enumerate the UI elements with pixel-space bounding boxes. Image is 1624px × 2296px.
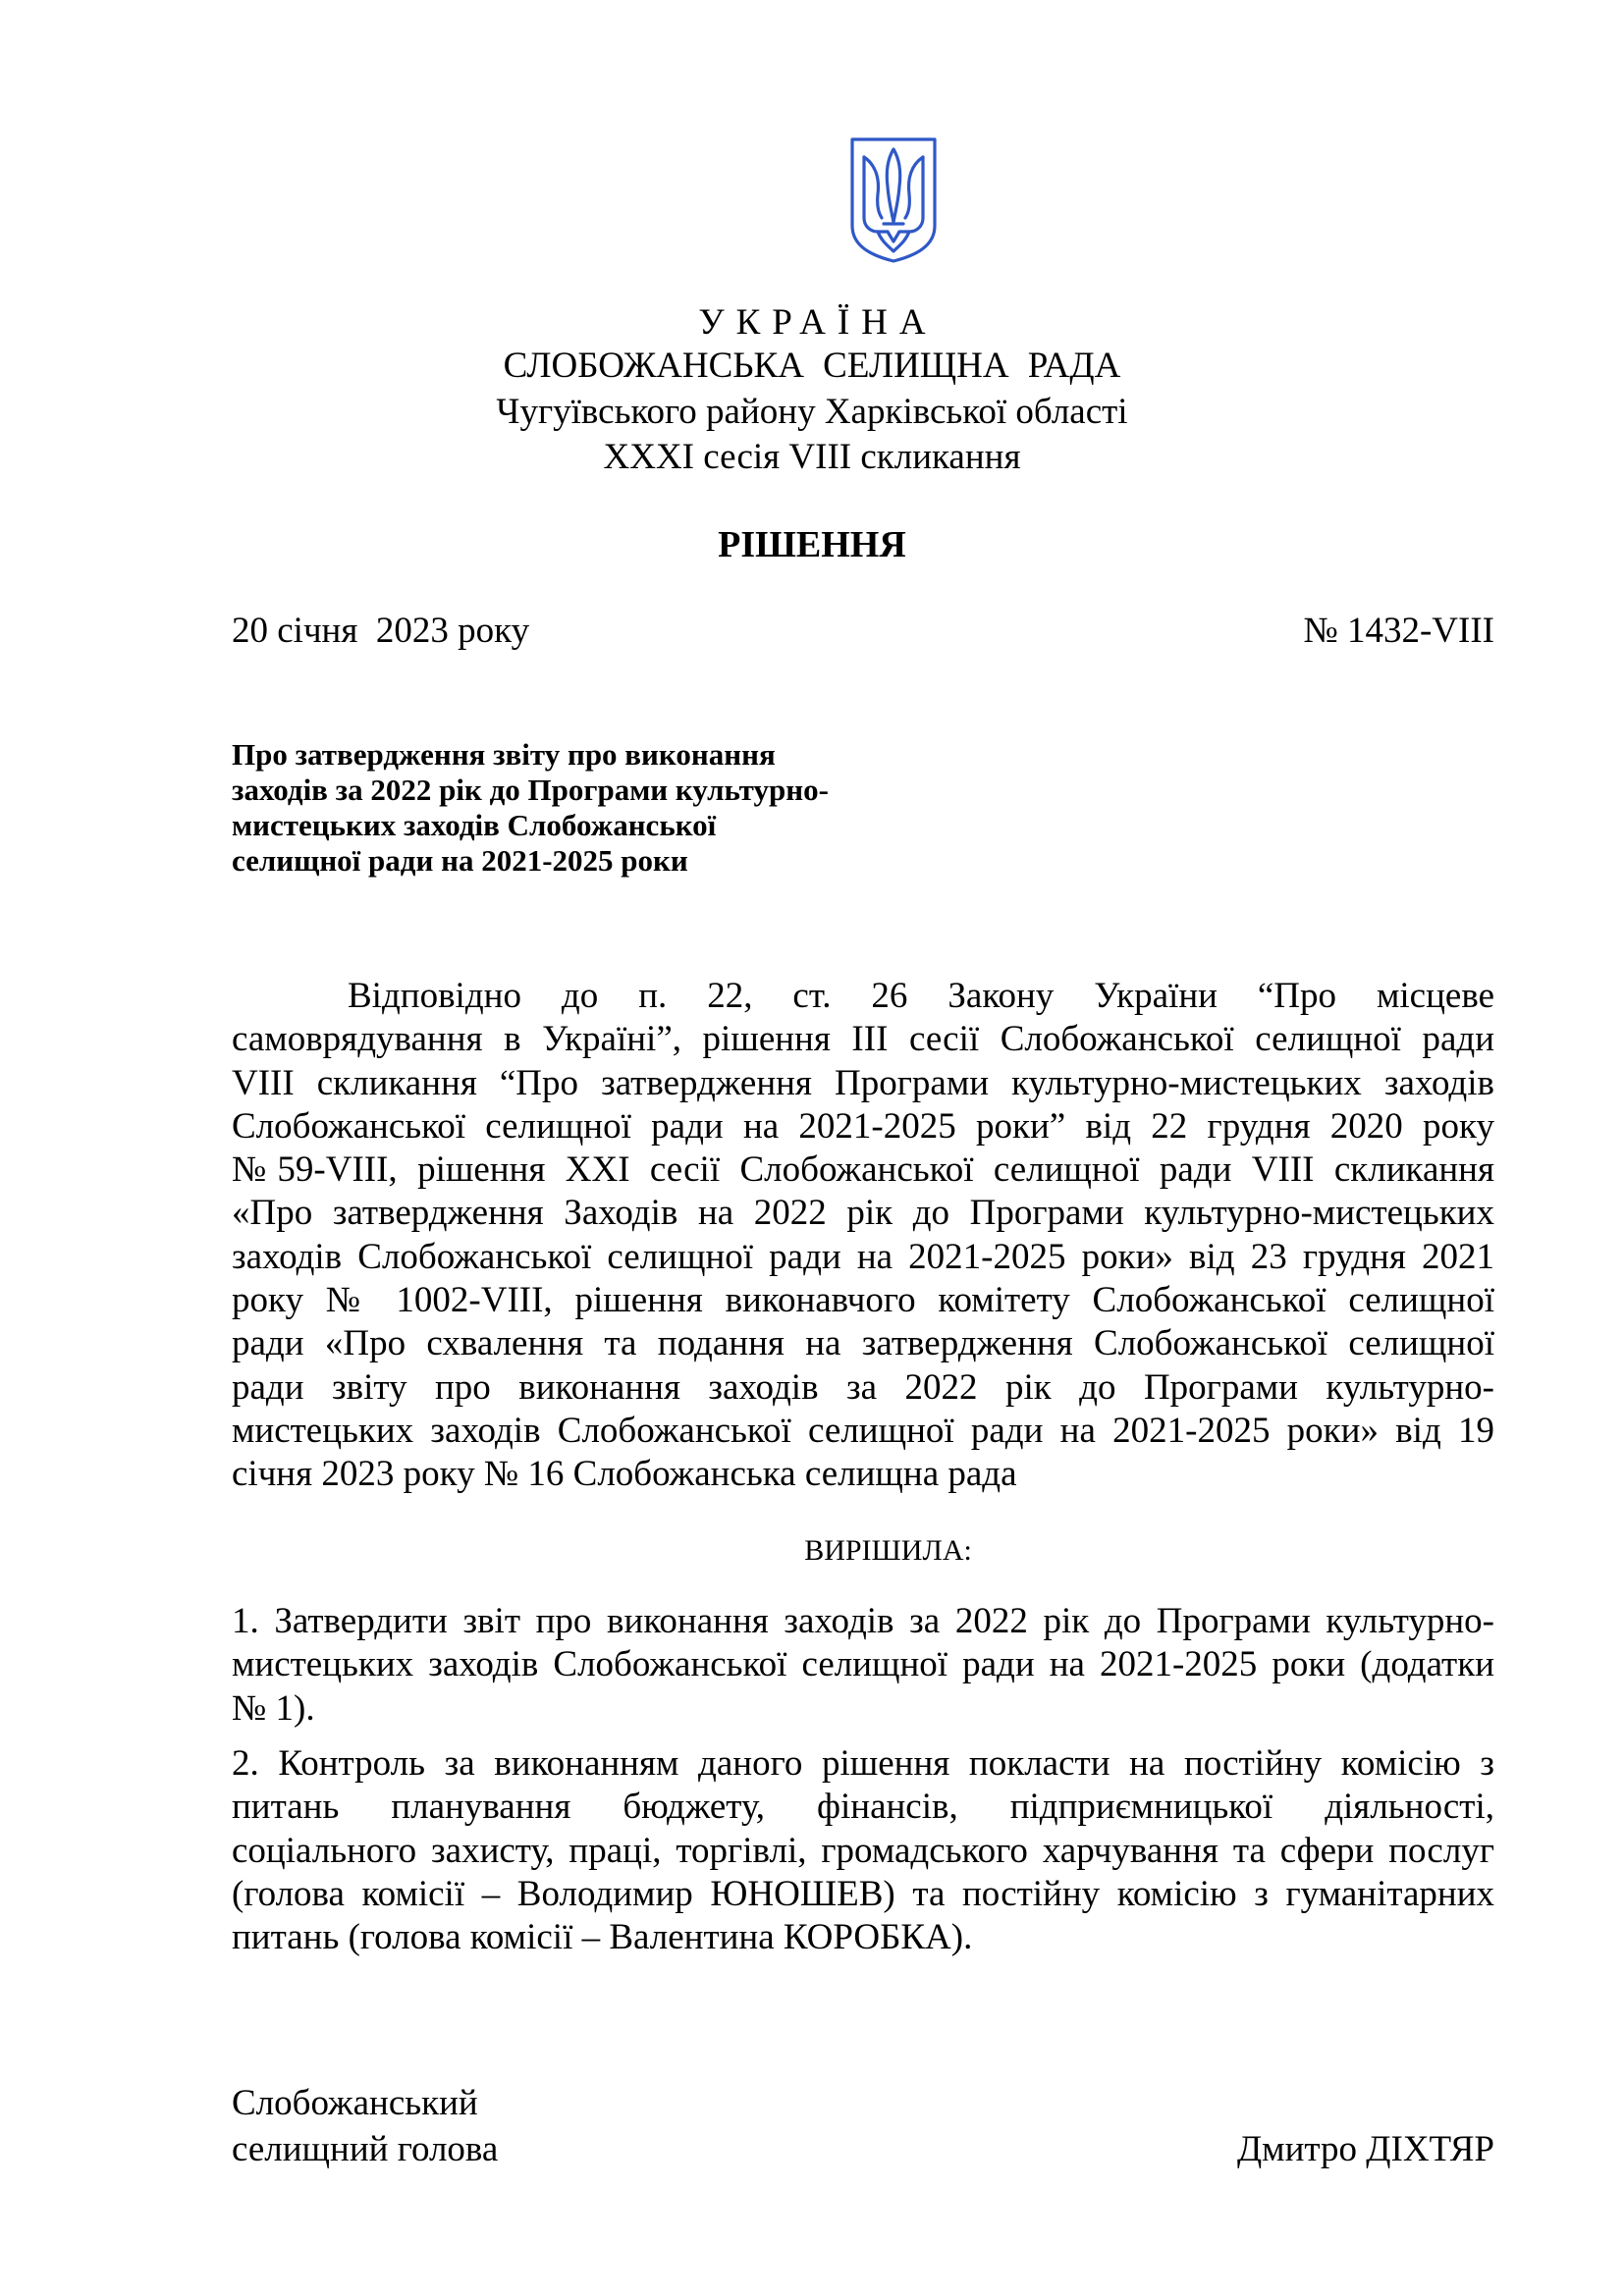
subject-line: заходів за 2022 рік до Програми культурно- (232, 773, 829, 807)
preamble-line: ради «Про схвалення та подання на затвердження Слобожанської селищної (232, 1323, 1494, 1364)
decision-item-2 (232, 1742, 1494, 1959)
preamble-line: Слобожанської селищної ради на 2021-2025 роки” від 22 грудня 2020 року (232, 1105, 1494, 1147)
item-line: (голова комісії – Володимир ЮНОШЕВ) та постійну комісію з гуманітарних (232, 1873, 1494, 1914)
preamble-line: мистецьких заходів Слобожанської селищної ради на 2021-2025 роки» від 19 (232, 1410, 1494, 1451)
subject-line: мистецьких заходів Слобожанської (232, 808, 717, 842)
item-line: мистецьких заходів Слобожанської селищної ради на 2021-2025 роки (додатки (232, 1644, 1494, 1685)
signatory-title-line: селищний голова (232, 2129, 499, 2169)
subject-line: Про затвердження звіту про виконання (232, 737, 776, 772)
preamble-line: Відповідно до п. 22, ст. 26 Закону України “Про місцеве (348, 976, 1494, 1016)
preamble-line: ради звіту про виконання заходів за 2022 рік до Програми культурно- (232, 1366, 1494, 1408)
council-session: XXXI сесія VIII скликання (603, 437, 1021, 477)
document-date: 20 січня 2023 року (232, 611, 530, 651)
preamble-line: січня 2023 року № 16 Слобожанська селищна рада (232, 1454, 1017, 1495)
subject-line: селищної ради на 2021-2025 роки (232, 843, 688, 878)
decision-item-1 (232, 1600, 1494, 1731)
preamble-line: «Про затвердження Заходів на 2022 рік до Програми культурно-мистецьких (232, 1193, 1494, 1234)
document-number: № 1432-VIII (1303, 611, 1494, 651)
preamble-paragraph (232, 975, 1494, 1497)
country-name: УКРАЇНА (698, 302, 938, 343)
preamble-line: заходів Слобожанської селищної ради на 2021-2025 роки» від 23 грудня 2021 (232, 1236, 1494, 1277)
preamble-line: року № 1002-VIII, рішення виконавчого комітету Слобожанської селищної (232, 1280, 1494, 1321)
item-line: питань планування бюджету, фінансів, підприємницької діяльності, (232, 1787, 1494, 1828)
council-district: Чугуївського району Харківської області (496, 392, 1128, 432)
item-line: 1. Затвердити звіт про виконання заходів за 2022 рік до Програми культурно- (232, 1601, 1494, 1641)
document-type: РІШЕННЯ (718, 524, 906, 565)
item-line: 2. Контроль за виконанням даного рішення покласти на постійну комісію з (232, 1743, 1494, 1784)
decision-subject (232, 737, 919, 879)
preamble-line: VIII скликання “Про затвердження Програми культурно-мистецьких заходів (232, 1062, 1494, 1103)
item-line: питань (голова комісії – Валентина КОРОБКА). (232, 1917, 973, 1958)
council-name: СЛОБОЖАНСЬКА СЕЛИЩНА РАДА (503, 346, 1121, 386)
signatory-title-line: Слобожанський (232, 2083, 478, 2123)
item-line: № 1). (232, 1687, 315, 1729)
signatory-title (232, 2080, 498, 2172)
trident-icon (848, 135, 939, 265)
signatory-name: Дмитро ДІХТЯР (1236, 2129, 1494, 2169)
preamble-line: №59-VIII, рішення ХХІ сесії Слобожанської селищної ради VIII скликання (232, 1149, 1494, 1191)
preamble-line: самоврядування в Україні”, рішення ІІІ сесії Слобожанської селищної ради (232, 1019, 1494, 1060)
item-line: соціального захисту, праці, торгівлі, громадського харчування та сфери послуг (232, 1830, 1494, 1871)
resolved-label: ВИРІШИЛА: (804, 1534, 972, 1567)
